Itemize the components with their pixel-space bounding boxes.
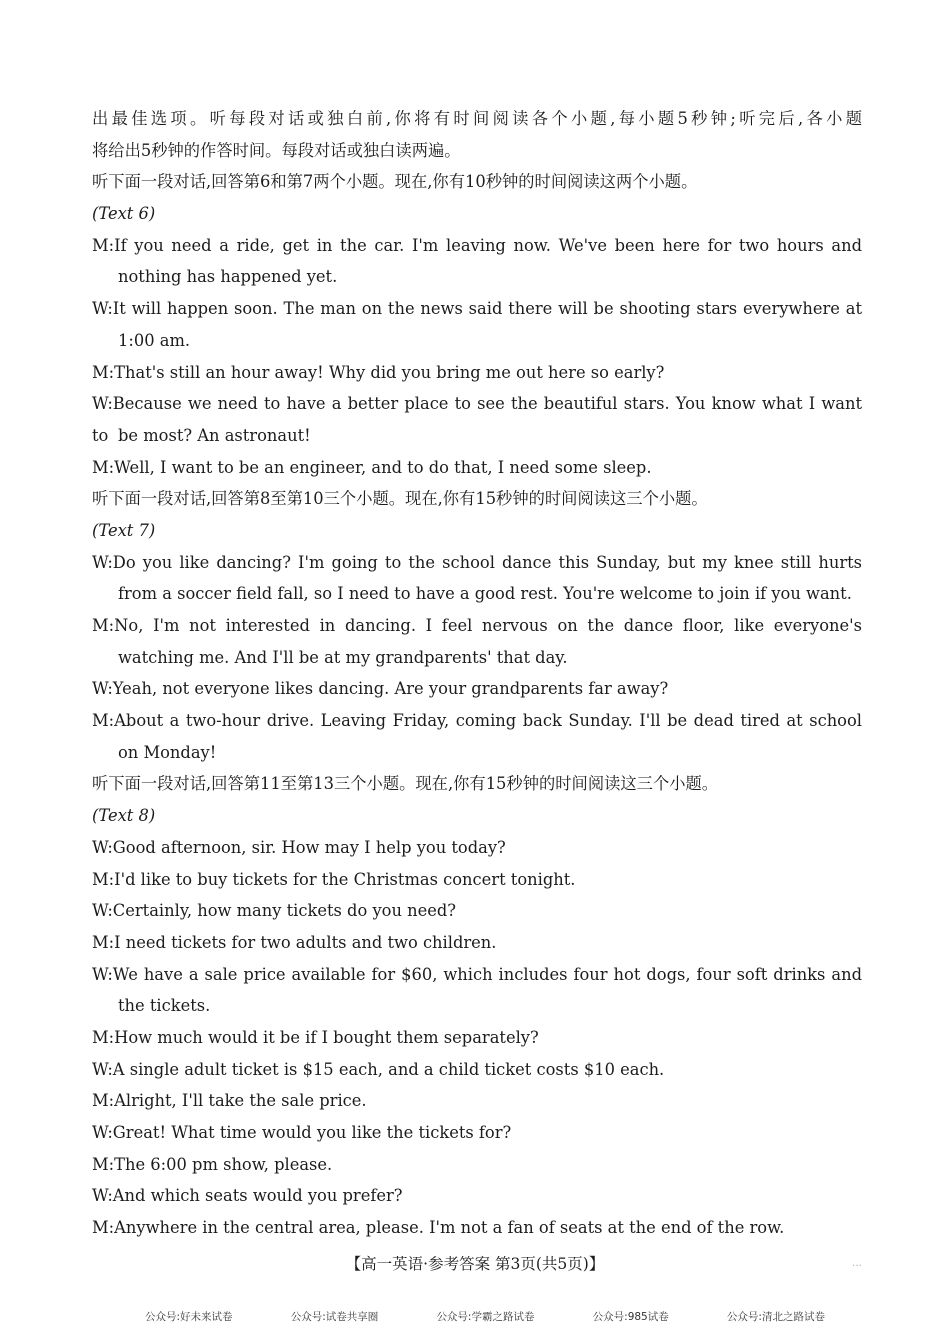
text-line: on Monday!	[118, 742, 217, 762]
watermark-item: 公众号:试卷共享圈	[290, 1311, 379, 1323]
text-line: M:The 6:00 pm show, please.	[92, 1154, 333, 1174]
watermark-item: 公众号:清北之路试卷	[726, 1311, 825, 1323]
text-line: M:Alright, I'll take the sale price.	[92, 1091, 367, 1111]
text-line: W:Do you like dancing? I'm going to the school dance this Sunday, but my knee still hurts	[92, 552, 862, 572]
text-line: M:I need tickets for two adults and two children.	[92, 932, 497, 952]
text-line: W:Yeah, not everyone likes dancing. Are your grandparents far away?	[92, 679, 669, 699]
text-line: (Text 7)	[92, 520, 156, 540]
page-footer	[0, 1254, 950, 1274]
text-line: 将给出5秒钟的作答时间。每段对话或独白读两遍。	[92, 140, 461, 160]
text-line: M:No, I'm not interested in dancing. I feel nervous on the dance floor, like everyone's	[92, 616, 862, 635]
text-line: M:How much would it be if I bought them separately?	[92, 1027, 539, 1047]
text-line: 听下面一段对话,回答第8至第10三个小题。现在,你有15秒钟的时间阅读这三个小题。	[92, 489, 708, 509]
text-line: M:Anywhere in the central area, please. I'm not a fan of seats at the end of the row.	[92, 1218, 785, 1238]
text-line: M:Well, I want to be an engineer, and to do that, I need some sleep.	[92, 457, 652, 477]
text-line: W:It will happen soon. The man on the news said there will be shooting stars everywhere at	[92, 299, 862, 319]
text-line: W:Because we need to have a better place to see the beautiful stars. You know what I want to	[92, 394, 862, 445]
text-line: watching me. And I'll be at my grandparents' that day.	[118, 647, 568, 667]
watermark-item: 公众号:985试卷	[592, 1311, 669, 1323]
text-line: be most? An astronaut!	[118, 425, 311, 445]
text-line: M:If you need a ride, get in the car. I'm leaving now. We've been here for two hours and	[92, 235, 862, 255]
text-line: 出最佳选项。听每段对话或独白前,你将有时间阅读各个小题,每小题5秒钟;听完后,各小题	[92, 109, 862, 128]
text-line: (Text 6)	[92, 204, 156, 224]
text-line: 1:00 am.	[118, 330, 191, 350]
text-line: the tickets.	[118, 996, 211, 1016]
text-line: 听下面一段对话,回答第11至第13三个小题。现在,你有15秒钟的时间阅读这三个小题。	[92, 774, 719, 794]
footer-mark: …	[852, 1258, 862, 1269]
text-line: W:We have a sale price available for $60, which includes four hot dogs, four soft drinks and	[92, 964, 862, 984]
page-content	[92, 103, 862, 1244]
watermark-bar	[145, 1309, 825, 1324]
footer-label: 【高一英语·参考答案 第3页(共5页)】	[345, 1255, 605, 1273]
text-line: 听下面一段对话,回答第6和第7两个小题。现在,你有10秒钟的时间阅读这两个小题。	[92, 172, 698, 192]
text-line: W:Great! What time would you like the tickets for?	[92, 1123, 512, 1142]
text-line: W:Certainly, how many tickets do you need?	[92, 901, 457, 921]
text-line: W:Good afternoon, sir. How may I help you today?	[92, 837, 506, 857]
text-line: W:A single adult ticket is $15 each, and a child ticket costs $10 each.	[92, 1059, 665, 1079]
watermark-item: 公众号:学霸之路试卷	[436, 1311, 535, 1323]
text-line: from a soccer field fall, so I need to have a good rest. You're welcome to join if you want.	[118, 584, 852, 604]
text-line: nothing has happened yet.	[118, 267, 338, 287]
text-line: (Text 8)	[92, 806, 156, 826]
watermark-item: 公众号:好未来试卷	[145, 1311, 233, 1323]
text-line: M:About a two-hour drive. Leaving Friday, coming back Sunday. I'll be dead tired at school	[92, 711, 862, 731]
text-line: M:I'd like to buy tickets for the Christmas concert tonight.	[92, 869, 576, 889]
text-line: W:And which seats would you prefer?	[92, 1186, 403, 1206]
text-line: M:That's still an hour away! Why did you bring me out here so early?	[92, 362, 665, 382]
